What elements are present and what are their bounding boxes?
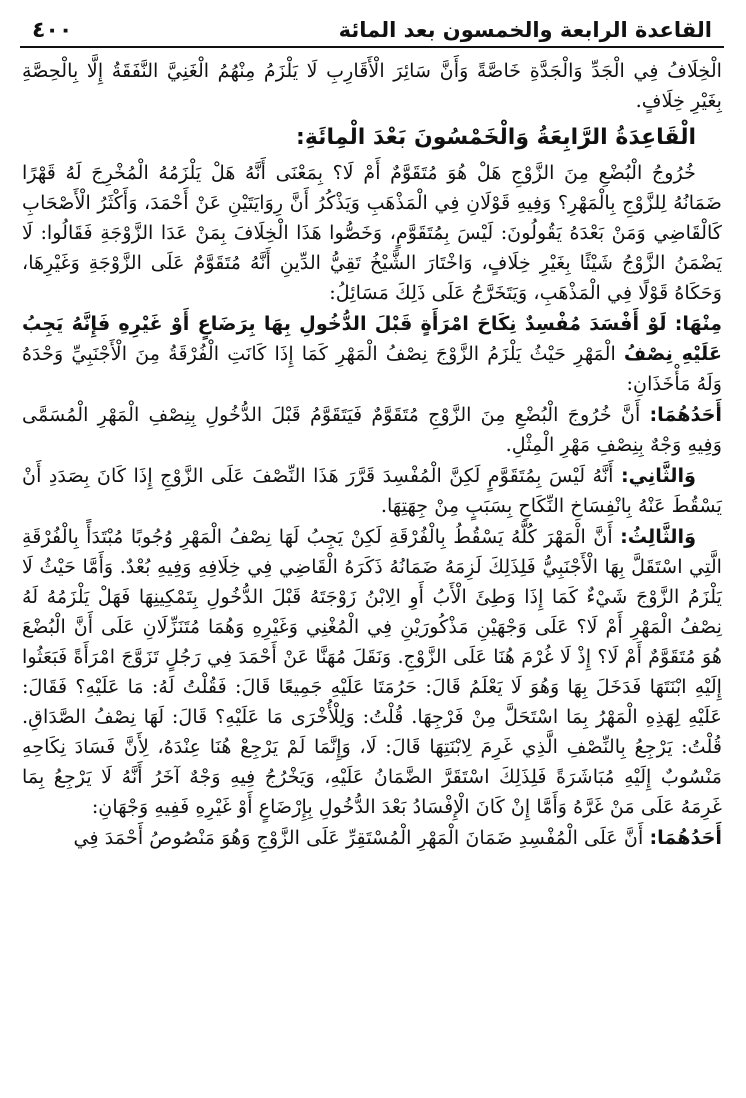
- paragraph-rule-intro: [22, 158, 722, 308]
- rule-heading: الْقَاعِدَةُ الرَّابِعَةُ وَالْخَمْسُونَ بَعْدَ الْمِائَةِ:: [296, 125, 696, 150]
- paragraph-lead: أَحَدُهُمَا:: [649, 826, 722, 849]
- paragraph-text: أَنَّ الْمَهْرَ كُلَّهُ يَسْقُطُ بِالْفُرْقَةِ لَكِنْ يَجِبُ لَهَا نِصْفُ الْمَهْرِ وُجُوبًا مُبْتَدَأً بِالْفُرْقَةِ الَّتِي اسْتَقَلَّ بِهَا الْأَجْنَبِيُّ فَلِذَلِكَ لَزِمَهُ ضَمَانُهُ ذَكَرَهُ الْقَاضِي فِي خِلَافِهِ وَفِيهِ بُعْدٌ. وَأَمَّا حَيْثُ لَا يَلْزَمُ الزَّوْجَ شَيْءٌ كَمَا إِذَا وَطِئَ الْأَبُ أَوِ الِابْنُ زَوْجَتَهُ قَبْلَ الدُّخُولِ بِتَمْكِينِهَا فَهَلْ يَلْزَمُهُ لَهُ نِصْفُ الْمَهْرِ أَمْ لَا؟ عَلَى وَجْهَيْنِ مَذْكُورَيْنِ فِي الْمُغْنِي وَغَيْرِهِ وَهُمَا مُتَنَزِّلَانِ عَلَى أَنَّ الْبُضْعَ هُوَ مُتَقَوَّمٌ أَمْ لَا؟ إِذْ لَا غُرْمَ هُنَا عَلَى الزَّوْجِ. وَنَقَلَ مُهَنَّا عَنْ أَحْمَدَ فِي رَجُلٍ تَزَوَّجَ امْرَأَةً فَبَعَثُوا إِلَيْهِ ابْنَتَهَا فَدَخَلَ بِهَا وَهُوَ لَا يَعْلَمُ قَالَ: حَرُمَتَا عَلَيْهِ جَمِيعًا قَالَ: فَقُلْتُ لَهُ: مَا عَلَيْهِ؟ فَقَالَ: عَلَيْهِ لِهَذِهِ الْمَهْرُ بِمَا اسْتَحَلَّ مِنْ فَرْجِهَا. قُلْتُ: وَلِلْأُخْرَى مَا عَلَيْهِ؟ قَالَ: لَهَا نِصْفُ الصَّدَاقِ. قُلْتُ: يَرْجِعُ بِالنِّصْفِ الَّذِي غَرِمَ لِابْنَتِهَا قَالَ: لَا، وَإِنَّمَا لَمْ يَرْجِعْ هُنَا عِنْدَهُ، لِأَنَّ فَسَادَ نِكَاحِهِ مَنْسُوبٌ إِلَيْهِ مُبَاشَرَةً فَلِذَلِكَ اسْتَقَرَّ الضَّمَانُ عَلَيْهِ، وَيَخْرُجُ فِيهِ وَجْهٌ آخَرُ أَنَّهُ لَا يَرْجِعُ بِمَا غَرِمَهُ عَلَى مَنْ غَرَّهُ وَأَمَّا إِنْ كَانَ الْإِفْسَادُ بَعْدَ الدُّخُولِ بِإِرْضَاعٍ أَوْ غَيْرِهِ فَفِيهِ وَجْهَانِ:: [22, 525, 722, 818]
- paragraph-lead: مِنْهَا: لَوْ أَفْسَدَ مُفْسِدٌ نِكَاحَ امْرَأَةٍ قَبْلَ الدُّخُولِ بِهَا بِرَضَاعٍ أَوْ غَيْرِهِ فَإِنَّهُ يَجِبُ عَلَيْهِ نِصْفُ: [22, 312, 722, 365]
- paragraph-text: خُرُوجُ الْبُضْعِ مِنَ الزَّوْجِ هَلْ هُوَ مُتَقَوَّمٌ أَمْ لَا؟ بِمَعْنَى أَنَّهُ هَلْ يَلْزَمُهُ الْمُخْرِجَ لَهُ قَهْرًا ضَمَانُهُ لِلزَّوْجِ بِالْمَهْرِ؟ وَفِيهِ قَوْلَانِ فِي الْمَذْهَبِ وَيَذْكُرُ أَنَّ رِوَايَتَيْنِ عَنْ أَحْمَدَ، وَأَكْثَرُ الْأَصْحَابِ كَالْقَاضِي وَمَنْ بَعْدَهُ يَقُولُونَ: لَيْسَ بِمُتَقَوَّمٍ، وَخَصُّوا هَذَا الْخِلَافَ بِمَنْ عَدَا الزَّوْجَةِ فَقَالُوا: لَا يَضْمَنُ الزَّوْجُ شَيْئًا بِغَيْرِ خِلَافٍ، وَاخْتَارَ الشَّيْخُ تَقِيُّ الدِّينِ أَنَّهُ مُتَقَوَّمٌ عَلَى الزَّوْجَةِ وَغَيْرِهَا، وَحَكَاهُ قَوْلًا فِي الْمَذْهَبِ، وَيَتَخَرَّجُ عَلَى ذَلِكَ مَسَائِلُ:: [22, 161, 722, 304]
- paragraph-third-basis: [22, 522, 722, 822]
- paragraph-continued: [22, 56, 722, 116]
- paragraph-second-basis: [22, 461, 722, 521]
- book-page: [20, 14, 724, 1084]
- paragraph-text: الْخِلَافُ فِي الْجَدِّ وَالْجَدَّةِ خَاصَّةً وَأَنَّ سَائِرَ الْأَقَارِبِ لَا يَلْزَمُ مِنْهُمُ الْغَنِيَّ النَّفَقَةُ إِلَّا بِالْحِصَّةِ بِغَيْرِ خِلَافٍ.: [22, 59, 722, 112]
- paragraph-first-view: [22, 823, 722, 853]
- paragraph-text: الْمَهْرِ حَيْثُ يَلْزَمُ الزَّوْجَ نِصْفُ الْمَهْرِ كَمَا إِذَا كَانَتِ الْفُرْقَةُ مِنَ الْأَجْنَبِيِّ وَحْدَهُ وَلَهُ مَأْخَذَانِ:: [22, 342, 722, 395]
- paragraph-text: أَنَّهُ لَيْسَ بِمُتَقَوَّمٍ لَكِنَّ الْمُفْسِدَ قَرَّرَ هَذَا النِّصْفَ عَلَى الزَّوْجِ إِذَا كَانَ بِصَدَدِ أَنْ يَسْقُطَ عَنْهُ بِانْفِسَاخِ النِّكَاحِ بِسَبَبٍ مِنْ جِهَتِهَا.: [22, 464, 722, 517]
- paragraph-lead: أَحَدُهُمَا:: [649, 403, 722, 426]
- paragraph-first-basis: [22, 400, 722, 460]
- running-header: [20, 14, 724, 48]
- page-body: [20, 56, 724, 853]
- paragraph-lead: وَالثَّانِي:: [620, 464, 696, 487]
- page-number: ٤٠٠: [32, 17, 73, 43]
- paragraph-text: أَنَّ عَلَى الْمُفْسِدِ ضَمَانَ الْمَهْرِ الْمُسْتَقِرِّ عَلَى الزَّوْجِ وَهُوَ مَنْصُوصُ أَحْمَدَ فِي: [73, 826, 644, 849]
- paragraph-issue-one: [22, 309, 722, 399]
- paragraph-text: أَنَّ خُرُوجَ الْبُضْعِ مِنَ الزَّوْجِ مُتَقَوَّمٌ فَيَتَقَوَّمُ قَبْلَ الدُّخُولِ بِنِصْفِ الْمَهْرِ الْمُسَمَّى وَفِيهِ وَجْهٌ بِنِصْفِ مَهْرِ الْمِثْلِ.: [22, 403, 722, 456]
- running-title: القاعدة الرابعة والخمسون بعد المائة: [338, 18, 712, 42]
- paragraph-lead: وَالثَّالِثُ:: [620, 525, 696, 548]
